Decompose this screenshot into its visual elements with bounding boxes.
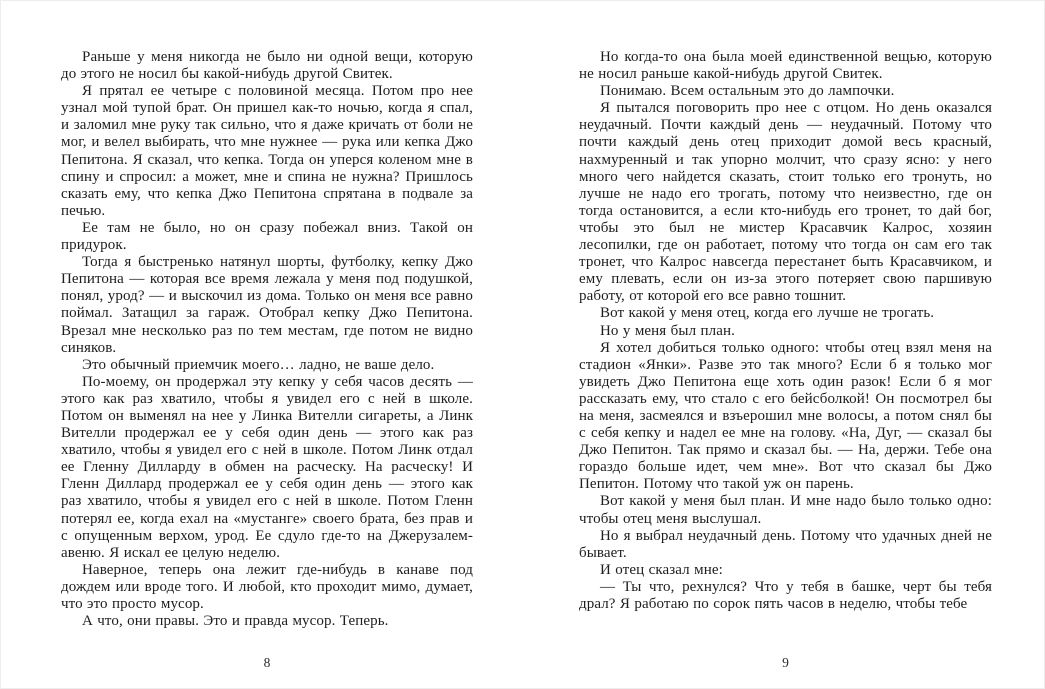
paragraph: Вот какой у меня был план. И мне надо было только одно: чтобы отец меня выслушал. bbox=[579, 493, 992, 527]
page-number-right: 9 bbox=[782, 655, 789, 670]
paragraph: Тогда я быстренько натянул шорты, футболку, кепку Джо Пепитона — которая все время лежала у меня под подушкой, понял, урод? — и выскочил из дома. Только он меня все равно поймал. Затащил за гараж. Отобрал кепку Джо Пепитона. Врезал мне несколько раз по тем местам, где потом не видно синяков. bbox=[61, 254, 473, 356]
page-number-left: 8 bbox=[263, 655, 271, 670]
paragraph: Понимаю. Всем остальным это до лампочки. bbox=[600, 83, 895, 100]
page-right-text bbox=[579, 49, 992, 613]
paragraph: Но я выбрал неудачный день. Потому что удачных дней не бывает. bbox=[579, 527, 992, 561]
paragraph: Но когда-то она была моей единственной вещью, которую не носил раньше какой-нибудь другой Свитек. bbox=[579, 49, 992, 83]
paragraph: Ее там не было, но он сразу побежал вниз. Такой он придурок. bbox=[61, 219, 473, 254]
paragraph: — Ты что, рехнулся? Что у тебя в башке, черт бы тебя драл? Я работаю по сорок пять часов в неделю, чтобы тебе bbox=[579, 578, 992, 612]
paragraph: Это обычный приемчик моего… ладно, не ваше дело. bbox=[82, 356, 435, 373]
paragraph: Я хотел добиться только одного: чтобы отец взял меня на стадион «Янки». Разве это так много? Если б я только мог увидеть Джо Пепитона еще хоть один разок! Если б я мог рассказать ему, что стало с его бейсболкой! Он посмотрел бы на меня, засмеялся и взъерошил мне волосы, а потом снял бы с себя кепку и надел ее мне на голову. «На, Дуг, — сказал бы Джо Пепитон. Так прямо и сказал бы. — На, держи. Тебе она гораздо больше идет, чем мне». Вот что сказал бы Джо Пепитон. Потому что такой уж он парень. bbox=[579, 339, 992, 493]
page-left-text bbox=[61, 49, 473, 630]
page-right bbox=[579, 49, 992, 674]
paragraph: Раньше у меня никогда не было ни одной вещи, которую до этого не носил бы какой-нибудь другой Свитек. bbox=[61, 49, 473, 83]
paragraph: А что, они правы. Это и правда мусор. Теперь. bbox=[82, 613, 389, 630]
page-left bbox=[61, 49, 473, 674]
paragraph: Вот какой у меня отец, когда его лучше не трогать. bbox=[600, 305, 935, 322]
paragraph: И отец сказал мне: bbox=[600, 561, 723, 578]
paragraph: Я пытался поговорить про нее с отцом. Но день оказался неудачный. Почти каждый день — неудачный. Потому что почти каждый день отец приходит домой весь красный, нахмуренный и так упорно молчит, что сразу ясно: у него много чего найдется сказать, стоит только его тронуть, но лучше не надо его трогать, потому что неизвестно, где он тогда остановится, а если кто-нибудь его тронет, то дай бог, чтобы это был не мистер Красавчик Калрос, хозяин лесопилки, где он работает, потому что тогда он сам его так тронет, что Калрос навсегда перестанет быть Красавчиком, и ему плевать, если он из-за этого потеряет свою паршивую работу, от которой его все равно тошнит. bbox=[579, 100, 992, 305]
paragraph: Я прятал ее четыре с половиной месяца. Потом про нее узнал мой тупой брат. Он пришел как-то ночью, когда я спал, и заломил мне руку так сильно, что я даже кричать от боли не мог, и велел выбирать, что мне нужнее — рука или кепка Джо Пепитона. Я сказал, что кепка. Тогда он уперся коленом мне в спину и спросил: а может, мне и спина не нужна? Пришлось сказать ему, что кепка Джо Пепитона спрятана в подвале за печью. bbox=[61, 83, 473, 219]
paragraph: Наверное, теперь она лежит где-нибудь в канаве под дождем или вроде того. И любой, кто проходит мимо, думает, что это просто мусор. bbox=[61, 561, 473, 612]
paragraph: По-моему, он продержал эту кепку у себя часов десять — этого как раз хватило, чтобы я увидел его с ней в школе. Потом он выменял на нее у Линка Вителли сигареты, а Линк Вителли продержал ее у себя один день — этого как раз хватило, чтобы я увидел его с ней в школе. Потом Линк отдал ее Гленну Дилларду в обмен на расческу. На расческу! И Гленн Диллард продержал ее у себя один день — этого как раз хватило, чтобы я увидел его с ней в школе. Потом Гленн потерял ее, когда ехал на «мустанге» своего брата, без прав и с опущенным верхом, урод. Ее сдуло где-то на Джерузалем-авеню. Я искал ее целую неделю. bbox=[61, 373, 473, 561]
paragraph: Но у меня был план. bbox=[600, 322, 735, 339]
